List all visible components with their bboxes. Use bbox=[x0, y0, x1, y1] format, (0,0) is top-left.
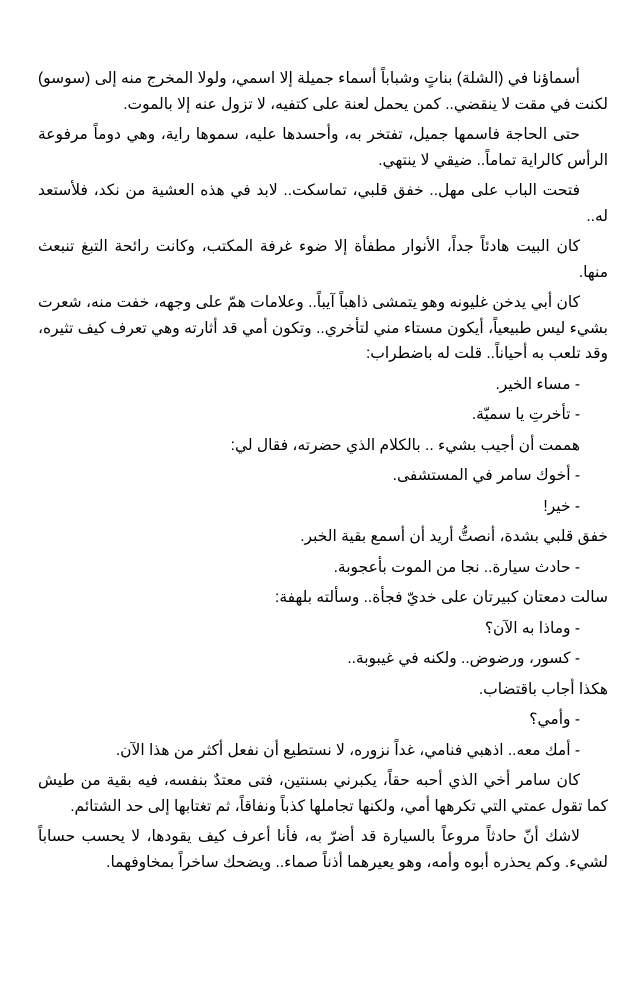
paragraph-about-to-answer: هممت أن أجيب بشيء .. بالكلام الذي حضرته، فقال لي: bbox=[230, 436, 580, 454]
paragraph-quiet-house: كان البيت هادئاً جداً، الأنوار مطفأة إلا ضوء غرفة المكتب، وكانت رائحة التبغ تنبعث منها. bbox=[38, 238, 608, 281]
dialogue-brother-hospital: - أخوك سامر في المستشفى. bbox=[392, 467, 580, 484]
dialogue-and-mother: - وأمي؟ bbox=[529, 711, 580, 728]
paragraph-samer-brother: كان سامر أخي الذي أحبه حقاً، يكبرني بسنتين، فتى معتدٌ بنفسه، فيه بقية من طيش كما تقول عمتي التي تكرهها أمي، ولكنها تجاملها كذباً ونفاقاً، ثم تغتابها إلى حد الشتائم. bbox=[38, 772, 608, 815]
paragraph-father-pipe: كان أبي يدخن غليونه وهو يتمشى ذاهباً آيباً.. وعلامات همّ على وجهه، خفت منه، شعرت بشيء ليس طبيعياً، أيكون مستاء مني لتأخري.. وتكون أمي قد أثارته وهي تعرف كيف تثيره، وقد تلعب به أحياناً.. قلت له باضطراب: bbox=[38, 294, 608, 362]
dialogue-good-evening: - مساء الخير. bbox=[495, 375, 580, 393]
dialogue-what-now: - وماذا به الآن؟ bbox=[484, 619, 580, 637]
paragraph-shilla-names: أسماؤنا في (الشلة) بناتٍ وشباباً أسماء جميلة إلا اسمي، ولولا المخرج منه إلى (سوسو) لكنت في مقت لا ينقضي.. كمن يحمل لعنة على كتفيه، لا تزول عنه إلا بالموت. bbox=[38, 70, 608, 113]
paragraph-two-tears: سالت دمعتان كبيرتان على خديّ فجأة.. وسألته بلهفة: bbox=[275, 589, 608, 606]
paragraph-heart-pounded: خفق قلبي بشدة، أنصتُّ أريد أن أسمع بقية الخبر. bbox=[300, 528, 608, 545]
dialogue-you-are-late: - تأخرتِ يا سميّة. bbox=[471, 406, 580, 423]
paragraph-terrible-accident: لاشك أنّ حادثاً مروعاً بالسيارة قد أضرّ به، فأنا أعرف كيف يقودها، لا يحسب حساباً لشيء. وكم يحذره أبوه وأمه، وهو يعيرهما أذناً صماء.. ويضحك ساخراً بمخاوفهما. bbox=[38, 828, 608, 871]
paragraph-rayah: حتى الحاجة فاسمها جميل، تفتخر به، وأحسدها عليه، سموها راية، وهي دوماً مرفوعة الرأس كالراية تماماً.. ضيقي لا ينتهي. bbox=[38, 126, 608, 169]
dialogue-fractures-coma: - كسور، ورضوض.. ولكنه في غيبوبة.. bbox=[347, 650, 580, 667]
paragraph-brief-answer: هكذا أجاب باقتضاب. bbox=[478, 680, 608, 698]
dialogue-mother-with-him: - أمك معه.. اذهبي فنامي، غداً نزوره، لا نستطيع أن نفعل أكثر من هذا الآن. bbox=[115, 741, 580, 759]
dialogue-what-happened: - خير! bbox=[543, 497, 580, 515]
dialogue-car-accident: - حادث سيارة.. نجا من الموت بأعجوبة. bbox=[333, 558, 580, 576]
paragraph-opened-door: فتحت الباب على مهل.. خفق قلبي، تماسكت.. لابد في هذه العشية من نكد، فلأستعد له.. bbox=[38, 182, 608, 225]
novel-page bbox=[38, 66, 608, 875]
